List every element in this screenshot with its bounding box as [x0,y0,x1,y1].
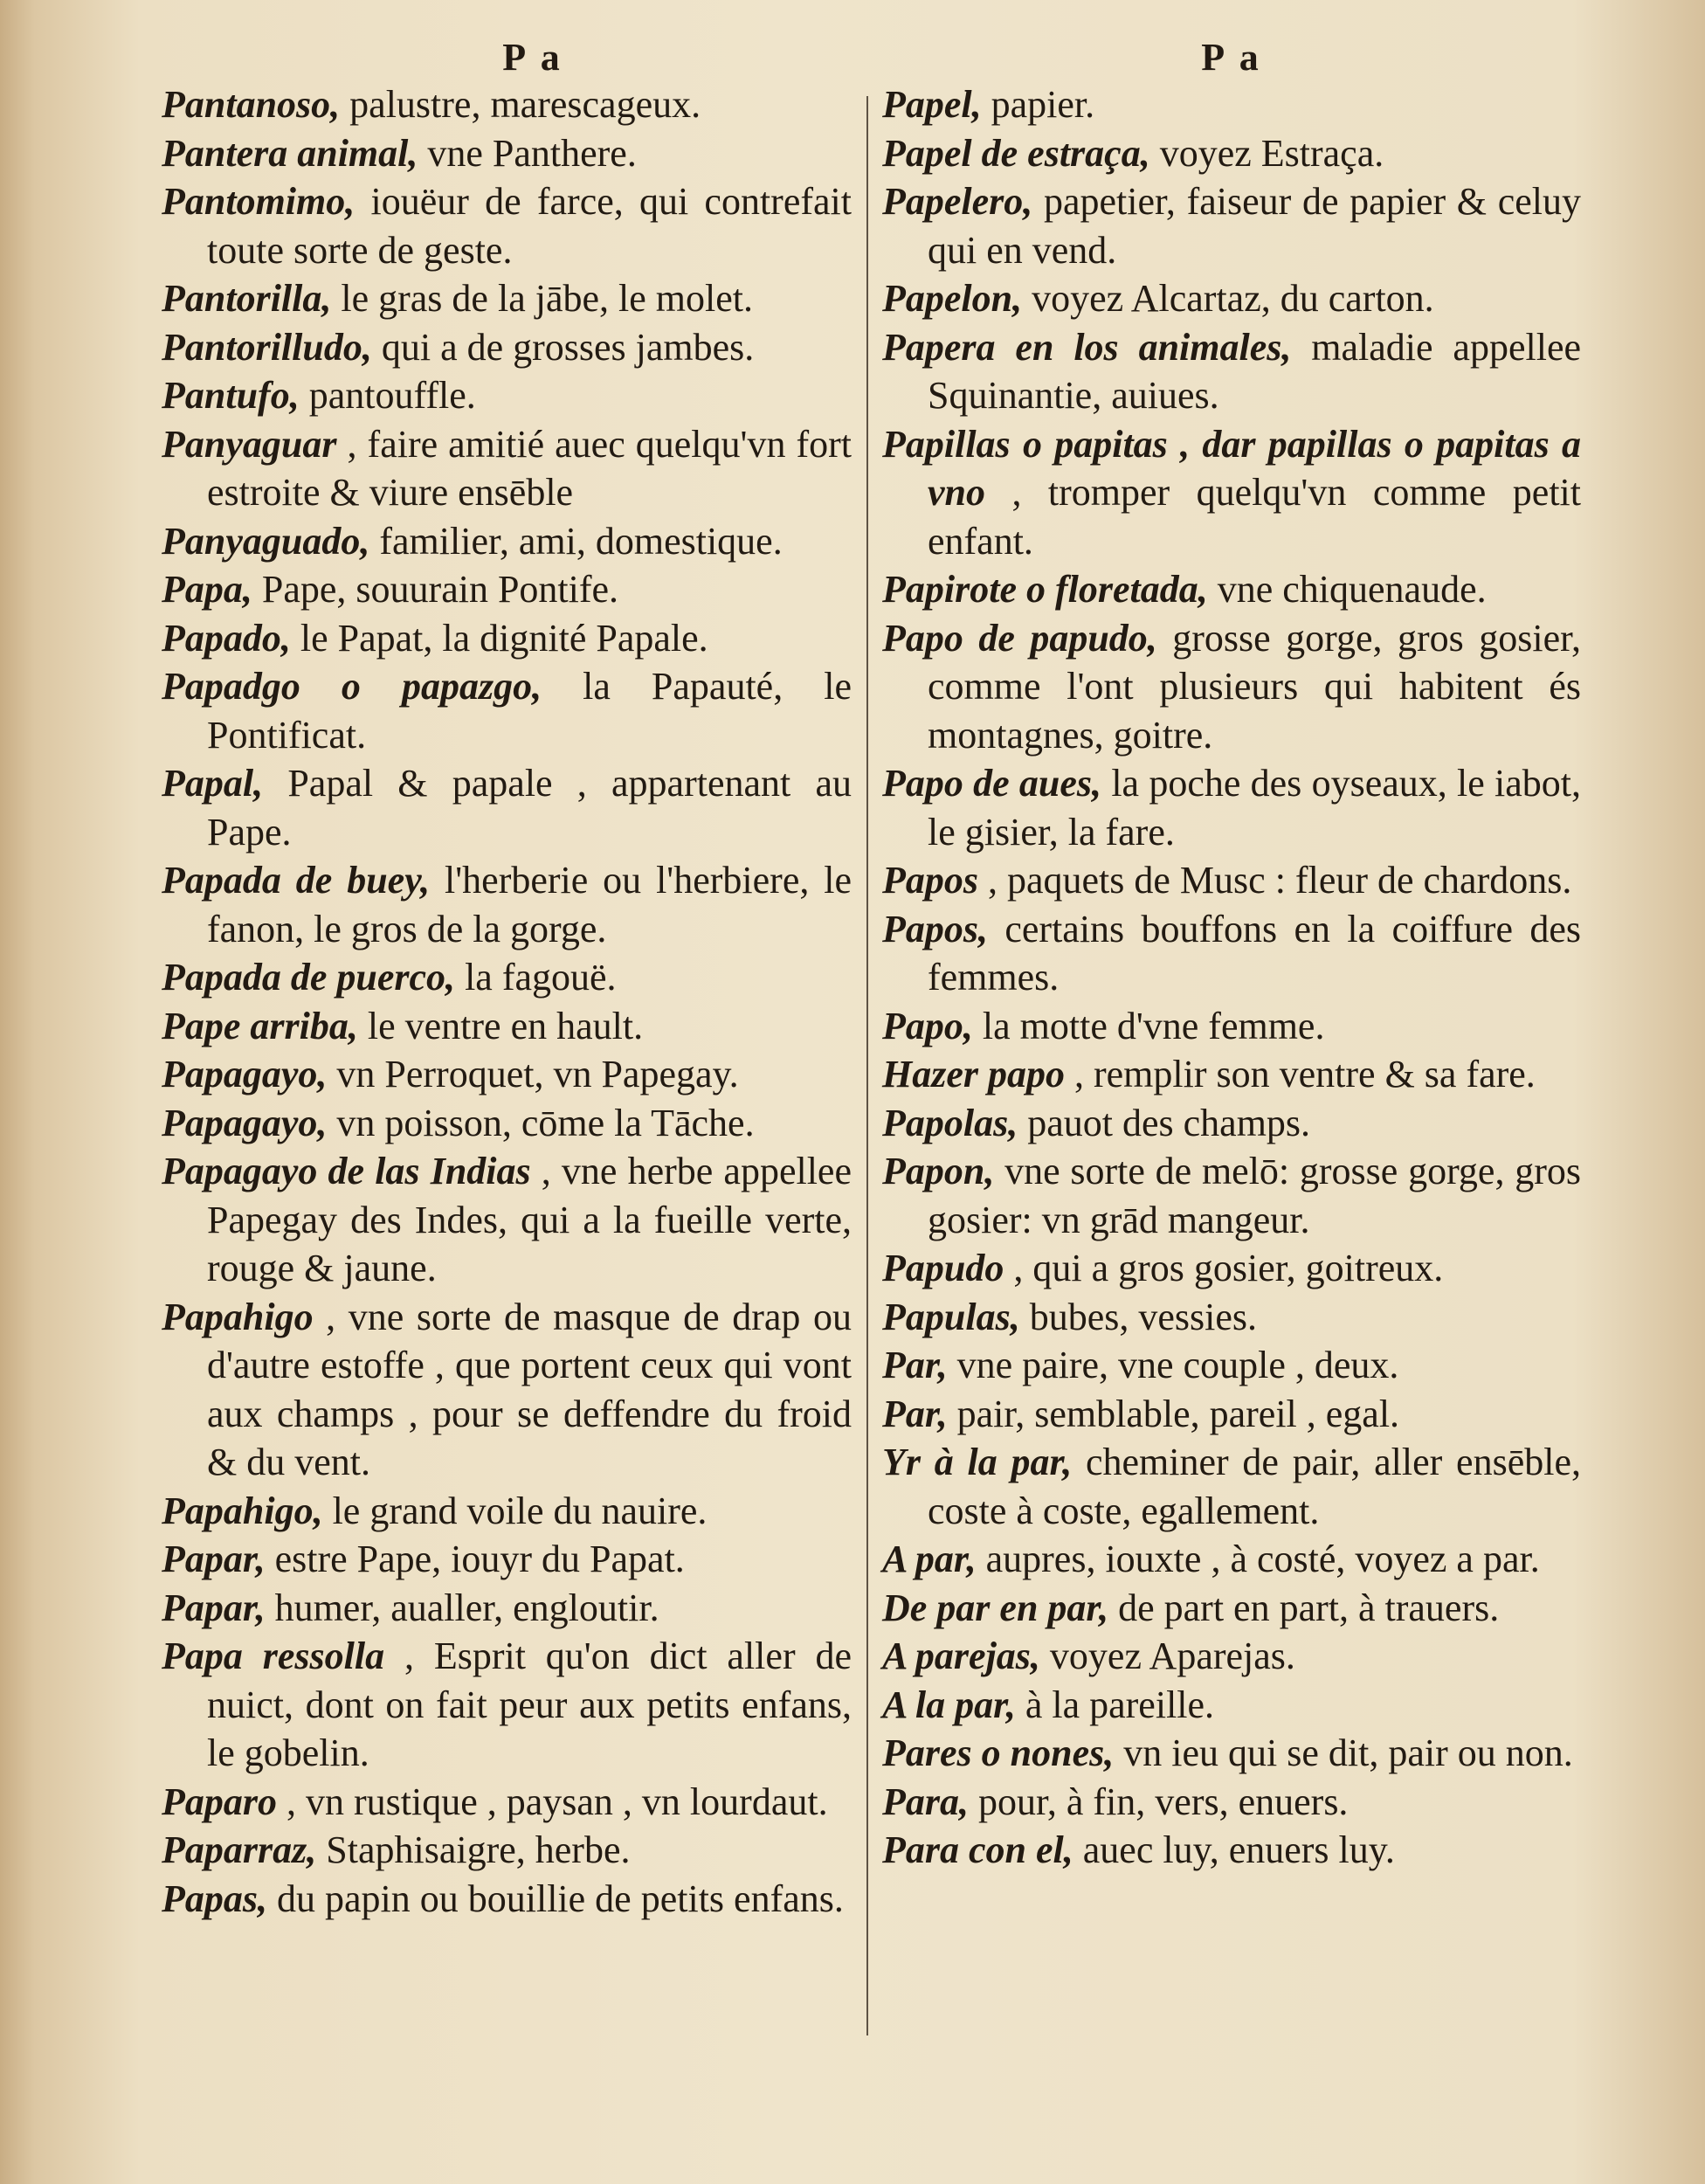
dictionary-entry [882,323,1581,420]
dictionary-entry [162,323,852,372]
entry-definition: la motte d'vne femme. [972,1004,1325,1047]
entry-headword: A parejas, [882,1635,1040,1677]
entry-definition: vn Perroquet, vn Papegay. [327,1053,739,1095]
entry-headword: Papera en los animales, [882,325,1292,369]
entry-definition: Staphisaigre, herbe. [316,1828,631,1871]
dictionary-entry [162,274,852,323]
entry-headword: Papolas, [882,1101,1018,1144]
dictionary-entry [882,1632,1581,1681]
entry-definition: vne chiquenaude. [1207,568,1487,611]
entry-headword: Papel, [882,83,982,126]
entry-definition: pair, semblable, pareil , egal. [947,1392,1400,1435]
entry-definition: , paquets de Musc : fleur de chardons. [978,859,1572,902]
entry-headword: Papar, [162,1538,266,1580]
entry-headword: Pares o nones, [882,1731,1115,1774]
dictionary-entry [882,1099,1581,1148]
entry-definition: , faire amitié auec quelqu'vn fort estroite & viure ensēble [207,422,852,514]
entry-headword: Yr à la par, [882,1441,1073,1483]
dictionary-entry [882,1778,1581,1827]
dictionary-entry [882,1147,1581,1244]
entry-headword: Papo, [882,1004,973,1047]
entry-headword: Papas, [162,1876,267,1920]
entry-headword: Papel de estraça, [882,131,1150,175]
entry-headword: Papos, [882,907,988,950]
entry-definition: le Papat, la dignité Papale. [290,616,708,660]
entry-headword: Pantomimo, [162,180,355,223]
entry-definition: , remplir son ventre & sa fare. [1065,1053,1536,1095]
entry-headword: Papar, [162,1586,266,1629]
entry-headword: Papado, [162,616,291,660]
entry-headword: Papo de aues, [882,762,1102,805]
entry-definition: la Papauté, le Pontificat. [207,665,852,757]
entry-headword: Pape arriba, [162,1004,358,1047]
entry-headword: Papillas o papitas , dar papillas o papitas a vno [882,422,1581,514]
dictionary-entry [162,1632,852,1778]
entry-definition: , vne sorte de masque de drap ou d'autre estoffe , que portent ceux qui vont aux champs , pour se deffendre du froid & du vent. [207,1295,852,1483]
entry-headword: Papagayo, [162,1053,328,1095]
entry-headword: Panyaguado, [162,519,370,563]
entry-headword: Papo de papudo, [882,616,1157,660]
dictionary-entry [162,1147,852,1293]
entry-headword: Papagayo, [162,1101,328,1144]
entry-definition: , vne herbe appellee Papegay des Indes, qui a la fueille verte, rouge & jaune. [207,1150,852,1289]
dictionary-entry [162,953,852,1002]
entry-definition: pour, à fin, vers, enuers. [969,1780,1349,1823]
dictionary-entry [162,80,852,129]
running-header-left: P a [502,36,563,79]
entry-headword: Para, [882,1780,969,1823]
dictionary-entry [162,1293,852,1487]
dictionary-entry [162,1002,852,1051]
entry-headword: Pantorilludo, [162,325,372,369]
dictionary-entry [882,1341,1581,1390]
entry-headword: Paparraz, [162,1828,317,1871]
entry-definition: , Esprit qu'on dict aller de nuict, dont on fait peur aux petits enfans, le gobelin. [207,1635,852,1774]
entry-headword: Papahigo [162,1295,314,1338]
entry-definition: vn ieu qui se dit, pair ou non. [1114,1731,1573,1774]
entry-headword: Pantanoso, [162,83,341,126]
entry-definition: à la pareille. [1015,1683,1215,1726]
dictionary-entry [162,1487,852,1536]
entry-headword: A la par, [882,1683,1016,1726]
dictionary-entry [882,856,1581,905]
entry-definition: , tromper quelqu'vn comme petit enfant. [928,471,1581,563]
entry-definition: aupres, iouxte , à costé, voyez a par. [976,1538,1540,1580]
entry-headword: Papirote o floretada, [882,568,1208,611]
entry-headword: Papahigo, [162,1489,323,1532]
dictionary-entry [162,565,852,614]
dictionary-entry [882,80,1581,129]
entry-headword: Par, [882,1344,948,1386]
dictionary-entry [162,1050,852,1099]
dictionary-entry [162,1099,852,1148]
dictionary-entry [162,371,852,420]
entry-headword: Papada de buey, [162,859,431,902]
entry-definition: certains bouffons en la coiffure des femmes. [928,907,1581,999]
entry-headword: Pantera animal, [162,131,418,175]
dictionary-entry [882,1681,1581,1730]
entry-headword: Papagayo de las Indias [162,1150,531,1192]
entry-headword: Papelero, [882,180,1033,223]
left-column [162,80,852,1923]
entry-definition: du papin ou bouillie de petits enfans. [267,1876,844,1920]
entry-definition: maladie appellee Squinantie, auiues. [928,325,1581,417]
entry-headword: Papon, [882,1150,995,1192]
dictionary-entry [882,1050,1581,1099]
entry-headword: Papudo [882,1247,1004,1289]
entry-headword: De par en par, [882,1586,1109,1629]
right-column [882,80,1581,1875]
entry-headword: Papada de puerco, [162,956,456,999]
dictionary-entry [882,420,1581,566]
dictionary-entry [882,1438,1581,1535]
dictionary-entry [882,1535,1581,1584]
column-divider [866,96,868,2035]
entry-definition: voyez Aparejas. [1039,1635,1295,1677]
dictionary-entry [882,1244,1581,1293]
entry-definition: , vn rustique , paysan , vn lourdaut. [277,1780,828,1823]
entry-definition: humer, aualler, engloutir. [265,1586,659,1629]
dictionary-entry [162,759,852,856]
entry-headword: Papa, [162,568,252,611]
dictionary-entry [882,1293,1581,1342]
dictionary-entry [162,662,852,759]
dictionary-entry [162,129,852,178]
entry-definition: palustre, marescageux. [340,83,701,126]
dictionary-entry [162,1535,852,1584]
entry-definition: familier, ami, domestique. [369,519,783,563]
dictionary-entry [882,274,1581,323]
entry-definition: vn poisson, cōme la Tāche. [327,1101,755,1144]
dictionary-entry [882,905,1581,1002]
dictionary-entry [882,1584,1581,1633]
entry-definition: la poche des oyseaux, le iabot, le gisier, la fare. [928,762,1581,854]
entry-definition: grosse gorge, gros gosier, comme l'ont plusieurs qui habitent és montagnes, goitre. [928,616,1581,757]
dictionary-entry [882,1002,1581,1051]
entry-definition: le ventre en hault. [357,1004,644,1047]
dictionary-entry [882,177,1581,274]
entry-definition: l'herberie ou l'herbiere, le fanon, le gros de la gorge. [207,859,852,950]
entry-definition: voyez Estraça. [1149,131,1384,175]
entry-headword: Pantufo, [162,374,300,417]
entry-definition: le grand voile du nauire. [322,1489,708,1532]
dictionary-entry [162,1826,852,1875]
entry-headword: Papadgo o papazgo, [162,665,542,708]
entry-headword: Papulas, [882,1295,1020,1338]
running-header-right: P a [1201,36,1262,79]
dictionary-entry [162,856,852,953]
entry-definition: bubes, vessies. [1019,1295,1258,1338]
entry-definition: pauot des champs. [1018,1101,1311,1144]
dictionary-entry [882,129,1581,178]
dictionary-entry [162,517,852,566]
entry-definition: la fagouë. [455,956,617,999]
entry-definition: qui a de grosses jambes. [371,325,755,369]
dictionary-entry [162,1875,852,1924]
entry-headword: Par, [882,1392,948,1435]
entry-definition: papier. [981,83,1095,126]
dictionary-entry [882,614,1581,760]
dictionary-entry [162,614,852,663]
entry-definition: vne paire, vne couple , deux. [947,1344,1399,1386]
entry-definition: de part en part, à trauers. [1108,1586,1500,1629]
entry-headword: Panyaguar [162,422,337,466]
dictionary-entry [162,177,852,274]
entry-definition: pantouffle. [299,374,476,417]
entry-definition: , qui a gros gosier, goitreux. [1004,1247,1444,1289]
entry-definition: auec luy, enuers luy. [1073,1828,1395,1871]
entry-headword: A par, [882,1538,977,1580]
dictionary-entry [882,1390,1581,1439]
entry-definition: estre Pape, iouyr du Papat. [265,1538,685,1580]
entry-definition: vne sorte de melō: grosse gorge, gros gosier: vn grād mangeur. [928,1150,1581,1241]
entry-definition: le gras de la jābe, le molet. [331,277,753,320]
dictionary-entry [882,759,1581,856]
entry-definition: papetier, faiseur de papier & celuy qui en vend. [928,180,1581,272]
entry-definition: Pape, souurain Pontife. [252,568,619,611]
dictionary-entry [162,1584,852,1633]
entry-definition: Papal & papale , appartenant au Pape. [207,762,852,854]
entry-headword: Pantorilla, [162,277,332,320]
entry-definition: cheminer de pair, aller ensēble, coste à coste, egallement. [928,1441,1581,1532]
dictionary-entry [882,1826,1581,1875]
dictionary-entry [162,420,852,517]
entry-definition: vne Panthere. [418,131,637,175]
entry-headword: Para con el, [882,1828,1073,1871]
entry-headword: Papos [882,859,978,902]
entry-headword: Paparo [162,1780,277,1823]
dictionary-entry [162,1778,852,1827]
dictionary-entry [882,1729,1581,1778]
entry-headword: Hazer papo [882,1053,1065,1095]
entry-headword: Papal, [162,762,264,805]
entry-headword: Papa ressolla [162,1635,385,1677]
dictionary-entry [882,565,1581,614]
entry-definition: voyez Alcartaz, du carton. [1022,277,1434,320]
entry-definition: iouëur de farce, qui contrefait toute sorte de geste. [207,180,852,272]
entry-headword: Papelon, [882,277,1023,320]
